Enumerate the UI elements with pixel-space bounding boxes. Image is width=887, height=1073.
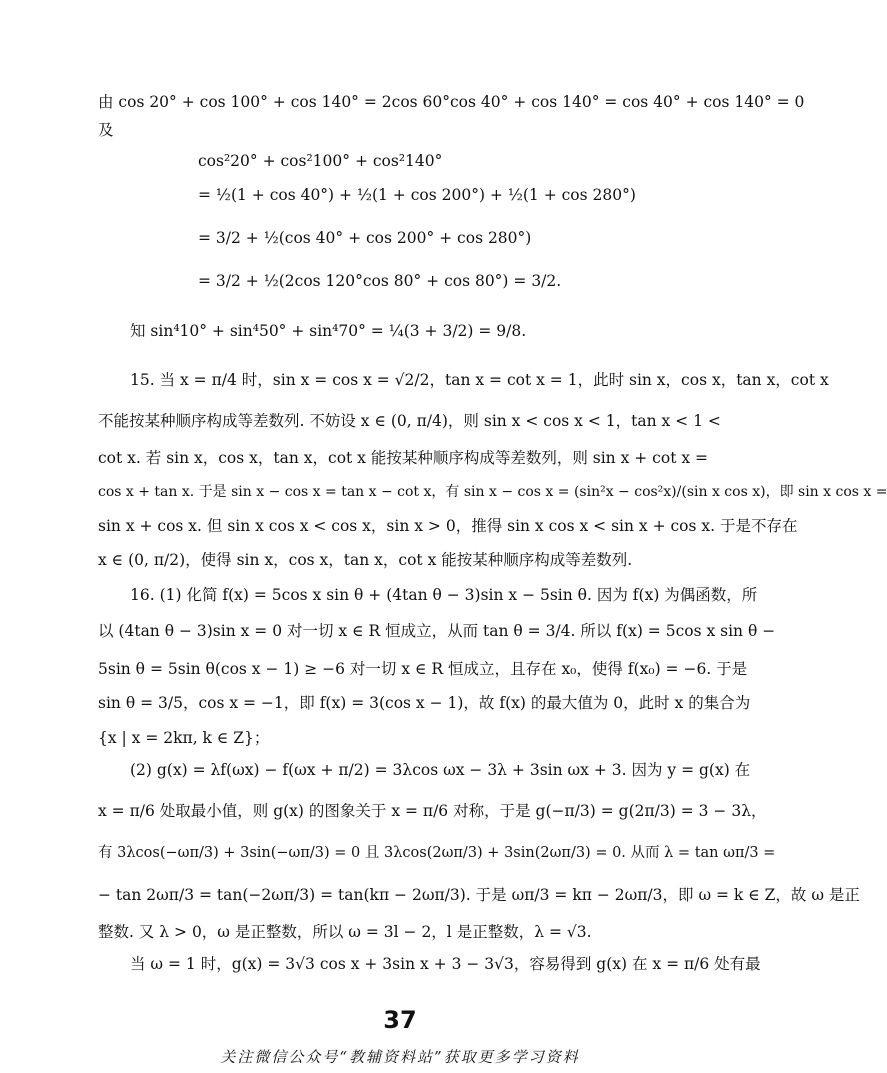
- problem-16-part2-line-2: x = π/6 处取最小值，则 g(x) 的图象关于 x = π/6 对称，于是 g(−π/3) = g(2π/3) = 3 − 3λ，: [98, 802, 767, 820]
- text-line-1: 由 cos 20° + cos 100° + cos 140° = 2cos 60°cos 40° + cos 140° = cos 40° + cos 140° = 0: [98, 93, 805, 111]
- footer-note: 关注微信公众号“教辅资料站”获取更多学习资料: [220, 1048, 580, 1066]
- problem-16-line-3: 5sin θ = 5sin θ(cos x − 1) ≥ −6 对一切 x ∈ R 恒成立，且存在 x₀，使得 f(x₀) = −6. 于是: [98, 660, 748, 678]
- problem-16-line-2: 以 (4tan θ − 3)sin x = 0 对一切 x ∈ R 恒成立，从而 tan θ = 3/4. 所以 f(x) = 5cos x sin θ −: [98, 622, 776, 640]
- equation-line-4: = 3/2 + ½(2cos 120°cos 80° + cos 80°) = 3/2.: [198, 272, 562, 290]
- problem-16-part2-line-3: 有 3λcos(−ωπ/3) + 3sin(−ωπ/3) = 0 且 3λcos(2ωπ/3) + 3sin(2ωπ/3) = 0. 从而 λ = tan ωπ/3 =: [98, 845, 776, 861]
- problem-15-line-4: cos x + tan x. 于是 sin x − cos x = tan x − cot x，有 sin x − cos x = (sin²x − cos²x)/(sin x cos x)，即 sin x cos x =: [98, 484, 887, 500]
- problem-15-line-1: 15. 当 x = π/4 时，sin x = cos x = √2/2，tan x = cot x = 1，此时 sin x，cos x，tan x，cot x: [130, 371, 829, 389]
- problem-15-line-3: cot x. 若 sin x，cos x，tan x，cot x 能按某种顺序构成等差数列，则 sin x + cot x =: [98, 449, 709, 467]
- page-number: 37: [383, 1006, 417, 1034]
- problem-16-part2-line-5: 整数. 又 λ > 0，ω 是正整数，所以 ω = 3l − 2，l 是正整数，λ = √3.: [98, 923, 592, 941]
- text-line-conclusion: 知 sin⁴10° + sin⁴50° + sin⁴70° = ¼(3 + 3/2) = 9/8.: [130, 322, 527, 340]
- problem-16-part2-line-6: 当 ω = 1 时，g(x) = 3√3 cos x + 3sin x + 3 − 3√3，容易得到 g(x) 在 x = π/6 处有最: [130, 955, 761, 973]
- problem-16-line-5: {x | x = 2kπ, k ∈ Z}；: [98, 729, 270, 747]
- problem-15-line-5: sin x + cos x. 但 sin x cos x < cos x，sin x > 0，推得 sin x cos x < sin x + cos x. 于是不存在: [98, 517, 798, 535]
- equation-line-2: = ½(1 + cos 40°) + ½(1 + cos 200°) + ½(1 + cos 280°): [198, 186, 636, 204]
- problem-16-line-1: 16. (1) 化简 f(x) = 5cos x sin θ + (4tan θ − 3)sin x − 5sin θ. 因为 f(x) 为偶函数，所: [130, 586, 758, 604]
- problem-16-part2-line-1: (2) g(x) = λf(ωx) − f(ωx + π/2) = 3λcos ωx − 3λ + 3sin ωx + 3. 因为 y = g(x) 在: [130, 761, 751, 779]
- problem-16-line-4: sin θ = 3/5，cos x = −1，即 f(x) = 3(cos x − 1)，故 f(x) 的最大值为 0，此时 x 的集合为: [98, 694, 751, 712]
- problem-15-line-2: 不能按某种顺序构成等差数列. 不妨设 x ∈ (0, π/4)，则 sin x < cos x < 1，tan x < 1 <: [98, 412, 721, 430]
- text-line-2: 及: [98, 121, 114, 139]
- equation-line-1: cos²20° + cos²100° + cos²140°: [198, 152, 443, 170]
- equation-line-3: = 3/2 + ½(cos 40° + cos 200° + cos 280°): [198, 229, 532, 247]
- problem-15-line-6: x ∈ (0, π/2)，使得 sin x，cos x，tan x，cot x 能按某种顺序构成等差数列.: [98, 551, 633, 569]
- problem-16-part2-line-4: − tan 2ωπ/3 = tan(−2ωπ/3) = tan(kπ − 2ωπ/3). 于是 ωπ/3 = kπ − 2ωπ/3，即 ω = k ∈ Z，故 ω 是正: [98, 886, 860, 904]
